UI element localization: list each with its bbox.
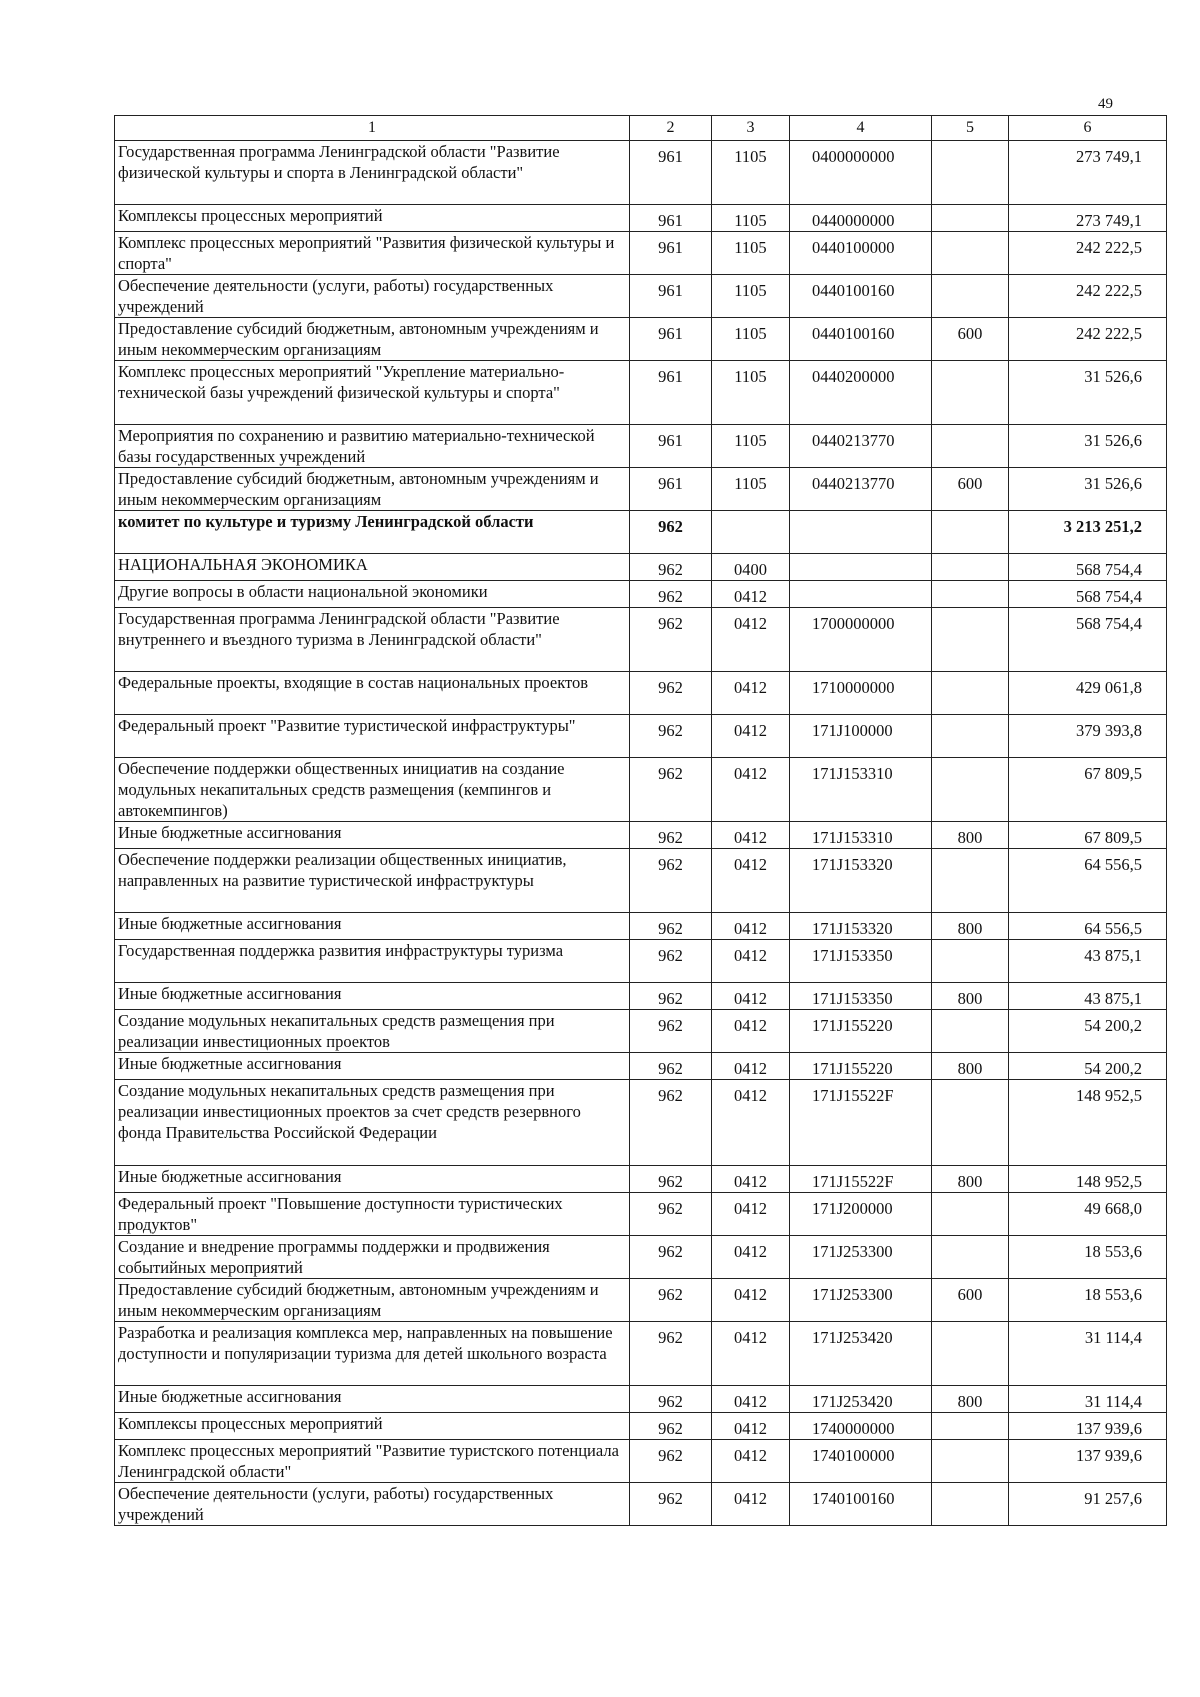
amount-cell: 429 061,8 [1009, 672, 1167, 715]
amount-cell: 568 754,4 [1009, 608, 1167, 672]
item-name-cell: Предоставление субсидий бюджетным, автономным учреждениям и иным некоммерческим организациям [115, 468, 630, 511]
section-code-cell: 1105 [712, 425, 790, 468]
target-article-code-cell: 0440100000 [790, 232, 932, 275]
ministry-code-cell: 961 [630, 361, 712, 425]
table-row [115, 715, 1167, 758]
amount-cell: 31 526,6 [1009, 468, 1167, 511]
amount-cell: 64 556,5 [1009, 849, 1167, 913]
item-name-cell: Обеспечение деятельности (услуги, работы) государственных учреждений [115, 1483, 630, 1526]
item-name-cell: комитет по культуре и туризму Ленинградской области [115, 511, 630, 554]
item-name-cell: Обеспечение поддержки общественных инициатив на создание модульных некапитальных средств размещения (кемпингов и автокемпингов) [115, 758, 630, 822]
table-row [115, 1279, 1167, 1322]
amount-cell: 31 526,6 [1009, 361, 1167, 425]
amount-cell: 137 939,6 [1009, 1413, 1167, 1440]
target-article-code-cell: 171J153310 [790, 758, 932, 822]
section-code-cell: 1105 [712, 232, 790, 275]
item-name-cell: Предоставление субсидий бюджетным, автономным учреждениям и иным некоммерческим организациям [115, 1279, 630, 1322]
ministry-code-cell: 962 [630, 1010, 712, 1053]
amount-cell: 273 749,1 [1009, 205, 1167, 232]
page-number: 49 [1098, 96, 1113, 112]
target-article-code-cell: 1740100000 [790, 1440, 932, 1483]
ministry-code-cell: 962 [630, 849, 712, 913]
table-row [115, 468, 1167, 511]
item-name-cell: Федеральные проекты, входящие в состав национальных проектов [115, 672, 630, 715]
target-article-code-cell: 171J253420 [790, 1386, 932, 1413]
item-name-cell: Иные бюджетные ассигнования [115, 822, 630, 849]
section-code-cell: 0412 [712, 1483, 790, 1526]
expense-type-code-cell [932, 425, 1009, 468]
ministry-code-cell: 962 [630, 554, 712, 581]
target-article-code-cell [790, 511, 932, 554]
expense-type-code-cell [932, 849, 1009, 913]
ministry-code-cell: 962 [630, 913, 712, 940]
item-name-cell: Иные бюджетные ассигнования [115, 913, 630, 940]
target-article-code-cell: 171J253420 [790, 1322, 932, 1386]
table-row [115, 1322, 1167, 1386]
item-name-cell: Разработка и реализация комплекса мер, направленных на повышение доступности и популяризации туризма для детей школьного возраста [115, 1322, 630, 1386]
item-name-cell: Иные бюджетные ассигнования [115, 1053, 630, 1080]
table-row [115, 849, 1167, 913]
target-article-code-cell: 0440100160 [790, 318, 932, 361]
ministry-code-cell: 962 [630, 672, 712, 715]
table-row [115, 511, 1167, 554]
item-name-cell: Государственная поддержка развития инфраструктуры туризма [115, 940, 630, 983]
column-header: 2 [630, 116, 712, 141]
amount-cell: 568 754,4 [1009, 581, 1167, 608]
amount-cell: 273 749,1 [1009, 141, 1167, 205]
table-row [115, 913, 1167, 940]
ministry-code-cell: 962 [630, 1413, 712, 1440]
section-code-cell: 1105 [712, 468, 790, 511]
target-article-code-cell: 1700000000 [790, 608, 932, 672]
ministry-code-cell: 961 [630, 275, 712, 318]
expense-type-code-cell [932, 758, 1009, 822]
target-article-code-cell: 171J15522F [790, 1080, 932, 1166]
amount-cell: 43 875,1 [1009, 940, 1167, 983]
table-row [115, 1386, 1167, 1413]
section-code-cell: 0412 [712, 822, 790, 849]
target-article-code-cell: 171J153310 [790, 822, 932, 849]
amount-cell: 49 668,0 [1009, 1193, 1167, 1236]
amount-cell: 91 257,6 [1009, 1483, 1167, 1526]
ministry-code-cell: 962 [630, 1236, 712, 1279]
table-row [115, 361, 1167, 425]
table-row [115, 232, 1167, 275]
section-code-cell: 0412 [712, 849, 790, 913]
expense-type-code-cell [932, 511, 1009, 554]
section-code-cell: 0412 [712, 1413, 790, 1440]
target-article-code-cell: 171J153320 [790, 849, 932, 913]
amount-cell: 64 556,5 [1009, 913, 1167, 940]
section-code-cell: 0412 [712, 715, 790, 758]
expense-type-code-cell [932, 554, 1009, 581]
table-row [115, 275, 1167, 318]
section-code-cell: 0412 [712, 608, 790, 672]
ministry-code-cell: 962 [630, 1193, 712, 1236]
target-article-code-cell: 0440213770 [790, 425, 932, 468]
budget-table [114, 115, 1167, 1526]
item-name-cell: Создание и внедрение программы поддержки и продвижения событийных мероприятий [115, 1236, 630, 1279]
target-article-code-cell: 0440000000 [790, 205, 932, 232]
amount-cell: 18 553,6 [1009, 1279, 1167, 1322]
expense-type-code-cell [932, 672, 1009, 715]
expense-type-code-cell: 800 [932, 913, 1009, 940]
expense-type-code-cell: 800 [932, 1386, 1009, 1413]
amount-cell: 379 393,8 [1009, 715, 1167, 758]
amount-cell: 148 952,5 [1009, 1166, 1167, 1193]
section-code-cell: 0412 [712, 1010, 790, 1053]
target-article-code-cell: 171J153350 [790, 983, 932, 1010]
amount-cell: 54 200,2 [1009, 1010, 1167, 1053]
item-name-cell: НАЦИОНАЛЬНАЯ ЭКОНОМИКА [115, 554, 630, 581]
table-row [115, 141, 1167, 205]
table-row [115, 1193, 1167, 1236]
target-article-code-cell: 1710000000 [790, 672, 932, 715]
section-code-cell: 0412 [712, 672, 790, 715]
item-name-cell: Иные бюджетные ассигнования [115, 983, 630, 1010]
table-row [115, 1483, 1167, 1526]
section-code-cell: 0412 [712, 1053, 790, 1080]
amount-cell: 148 952,5 [1009, 1080, 1167, 1166]
item-name-cell: Комплекс процессных мероприятий "Укрепление материально-технической базы учреждений физической культуры и спорта" [115, 361, 630, 425]
ministry-code-cell: 962 [630, 1080, 712, 1166]
ministry-code-cell: 962 [630, 581, 712, 608]
target-article-code-cell: 0440200000 [790, 361, 932, 425]
section-code-cell: 0412 [712, 581, 790, 608]
ministry-code-cell: 962 [630, 1279, 712, 1322]
amount-cell: 31 114,4 [1009, 1322, 1167, 1386]
item-name-cell: Другие вопросы в области национальной экономики [115, 581, 630, 608]
amount-cell: 31 114,4 [1009, 1386, 1167, 1413]
item-name-cell: Иные бюджетные ассигнования [115, 1166, 630, 1193]
ministry-code-cell: 962 [630, 1440, 712, 1483]
section-code-cell: 1105 [712, 318, 790, 361]
ministry-code-cell: 962 [630, 758, 712, 822]
amount-cell: 67 809,5 [1009, 822, 1167, 849]
section-code-cell: 1105 [712, 141, 790, 205]
section-code-cell: 0400 [712, 554, 790, 581]
section-code-cell: 1105 [712, 205, 790, 232]
expense-type-code-cell: 800 [932, 1166, 1009, 1193]
expense-type-code-cell [932, 715, 1009, 758]
ministry-code-cell: 961 [630, 468, 712, 511]
expense-type-code-cell [932, 275, 1009, 318]
item-name-cell: Обеспечение поддержки реализации общественных инициатив, направленных на развитие туристической инфраструктуры [115, 849, 630, 913]
amount-cell: 43 875,1 [1009, 983, 1167, 1010]
item-name-cell: Федеральный проект "Повышение доступности туристических продуктов" [115, 1193, 630, 1236]
section-code-cell: 0412 [712, 758, 790, 822]
expense-type-code-cell: 800 [932, 1053, 1009, 1080]
section-code-cell: 0412 [712, 940, 790, 983]
section-code-cell: 0412 [712, 1440, 790, 1483]
amount-cell: 568 754,4 [1009, 554, 1167, 581]
expense-type-code-cell [932, 1483, 1009, 1526]
table-row [115, 1440, 1167, 1483]
amount-cell: 31 526,6 [1009, 425, 1167, 468]
expense-type-code-cell [932, 608, 1009, 672]
amount-cell: 67 809,5 [1009, 758, 1167, 822]
ministry-code-cell: 962 [630, 715, 712, 758]
ministry-code-cell: 962 [630, 1166, 712, 1193]
table-row [115, 822, 1167, 849]
item-name-cell: Мероприятия по сохранению и развитию материально-технической базы государственных учреждений [115, 425, 630, 468]
section-code-cell: 0412 [712, 1193, 790, 1236]
ministry-code-cell: 962 [630, 940, 712, 983]
expense-type-code-cell [932, 1440, 1009, 1483]
section-code-cell: 0412 [712, 1236, 790, 1279]
ministry-code-cell: 962 [630, 1386, 712, 1413]
amount-cell: 242 222,5 [1009, 318, 1167, 361]
item-name-cell: Комплексы процессных мероприятий [115, 1413, 630, 1440]
section-code-cell: 0412 [712, 1166, 790, 1193]
expense-type-code-cell [932, 1413, 1009, 1440]
table-row [115, 672, 1167, 715]
amount-cell: 242 222,5 [1009, 275, 1167, 318]
item-name-cell: Комплекс процессных мероприятий "Развития физической культуры и спорта" [115, 232, 630, 275]
expense-type-code-cell [932, 1236, 1009, 1279]
target-article-code-cell: 0440100160 [790, 275, 932, 318]
section-code-cell: 0412 [712, 1322, 790, 1386]
expense-type-code-cell [932, 581, 1009, 608]
ministry-code-cell: 962 [630, 822, 712, 849]
item-name-cell: Создание модульных некапитальных средств размещения при реализации инвестиционных проектов [115, 1010, 630, 1053]
table-row [115, 1166, 1167, 1193]
section-code-cell: 1105 [712, 361, 790, 425]
column-header: 1 [115, 116, 630, 141]
item-name-cell: Комплекс процессных мероприятий "Развитие туристского потенциала Ленинградской области" [115, 1440, 630, 1483]
item-name-cell: Иные бюджетные ассигнования [115, 1386, 630, 1413]
expense-type-code-cell [932, 940, 1009, 983]
expense-type-code-cell [932, 1193, 1009, 1236]
table-row [115, 205, 1167, 232]
target-article-code-cell: 171J153320 [790, 913, 932, 940]
table-row [115, 1010, 1167, 1053]
section-code-cell: 1105 [712, 275, 790, 318]
item-name-cell: Федеральный проект "Развитие туристической инфраструктуры" [115, 715, 630, 758]
table-row [115, 425, 1167, 468]
section-code-cell: 0412 [712, 1386, 790, 1413]
expense-type-code-cell [932, 232, 1009, 275]
amount-cell: 54 200,2 [1009, 1053, 1167, 1080]
expense-type-code-cell: 800 [932, 822, 1009, 849]
section-code-cell: 0412 [712, 1279, 790, 1322]
target-article-code-cell: 171J100000 [790, 715, 932, 758]
expense-type-code-cell [932, 205, 1009, 232]
table-row [115, 608, 1167, 672]
ministry-code-cell: 961 [630, 425, 712, 468]
item-name-cell: Государственная программа Ленинградской области "Развитие физической культуры и спорта в Ленинградской области" [115, 141, 630, 205]
ministry-code-cell: 962 [630, 983, 712, 1010]
column-header: 4 [790, 116, 932, 141]
table-row [115, 758, 1167, 822]
expense-type-code-cell [932, 1322, 1009, 1386]
table-row [115, 940, 1167, 983]
amount-cell: 3 213 251,2 [1009, 511, 1167, 554]
target-article-code-cell: 171J15522F [790, 1166, 932, 1193]
section-code-cell: 0412 [712, 1080, 790, 1166]
target-article-code-cell: 171J153350 [790, 940, 932, 983]
ministry-code-cell: 961 [630, 141, 712, 205]
target-article-code-cell: 171J253300 [790, 1236, 932, 1279]
table-row [115, 1236, 1167, 1279]
expense-type-code-cell: 800 [932, 983, 1009, 1010]
header-row [115, 116, 1167, 141]
target-article-code-cell: 171J155220 [790, 1053, 932, 1080]
table-row [115, 1053, 1167, 1080]
table-row [115, 318, 1167, 361]
column-header: 3 [712, 116, 790, 141]
expense-type-code-cell [932, 141, 1009, 205]
table-row [115, 1080, 1167, 1166]
expense-type-code-cell: 600 [932, 318, 1009, 361]
ministry-code-cell: 962 [630, 511, 712, 554]
ministry-code-cell: 961 [630, 205, 712, 232]
section-code-cell: 0412 [712, 913, 790, 940]
table-row [115, 983, 1167, 1010]
expense-type-code-cell: 600 [932, 468, 1009, 511]
amount-cell: 137 939,6 [1009, 1440, 1167, 1483]
target-article-code-cell: 0400000000 [790, 141, 932, 205]
column-header: 5 [932, 116, 1009, 141]
target-article-code-cell: 171J253300 [790, 1279, 932, 1322]
expense-type-code-cell [932, 1080, 1009, 1166]
ministry-code-cell: 961 [630, 232, 712, 275]
ministry-code-cell: 962 [630, 1483, 712, 1526]
section-code-cell: 0412 [712, 983, 790, 1010]
expense-type-code-cell [932, 1010, 1009, 1053]
item-name-cell: Предоставление субсидий бюджетным, автономным учреждениям и иным некоммерческим организациям [115, 318, 630, 361]
item-name-cell: Создание модульных некапитальных средств размещения при реализации инвестиционных проектов за счет средств резервного фонда Правительства Российской Федерации [115, 1080, 630, 1166]
ministry-code-cell: 961 [630, 318, 712, 361]
ministry-code-cell: 962 [630, 1053, 712, 1080]
item-name-cell: Комплексы процессных мероприятий [115, 205, 630, 232]
target-article-code-cell [790, 581, 932, 608]
table-row [115, 581, 1167, 608]
target-article-code-cell: 171J200000 [790, 1193, 932, 1236]
amount-cell: 18 553,6 [1009, 1236, 1167, 1279]
expense-type-code-cell [932, 361, 1009, 425]
target-article-code-cell: 0440213770 [790, 468, 932, 511]
expense-type-code-cell: 600 [932, 1279, 1009, 1322]
ministry-code-cell: 962 [630, 608, 712, 672]
item-name-cell: Государственная программа Ленинградской области "Развитие внутреннего и въездного туризма в Ленинградской области" [115, 608, 630, 672]
table-row [115, 554, 1167, 581]
item-name-cell: Обеспечение деятельности (услуги, работы) государственных учреждений [115, 275, 630, 318]
section-code-cell [712, 511, 790, 554]
target-article-code-cell [790, 554, 932, 581]
target-article-code-cell: 1740100160 [790, 1483, 932, 1526]
column-header: 6 [1009, 116, 1167, 141]
ministry-code-cell: 962 [630, 1322, 712, 1386]
target-article-code-cell: 171J155220 [790, 1010, 932, 1053]
target-article-code-cell: 1740000000 [790, 1413, 932, 1440]
table-row [115, 1413, 1167, 1440]
amount-cell: 242 222,5 [1009, 232, 1167, 275]
